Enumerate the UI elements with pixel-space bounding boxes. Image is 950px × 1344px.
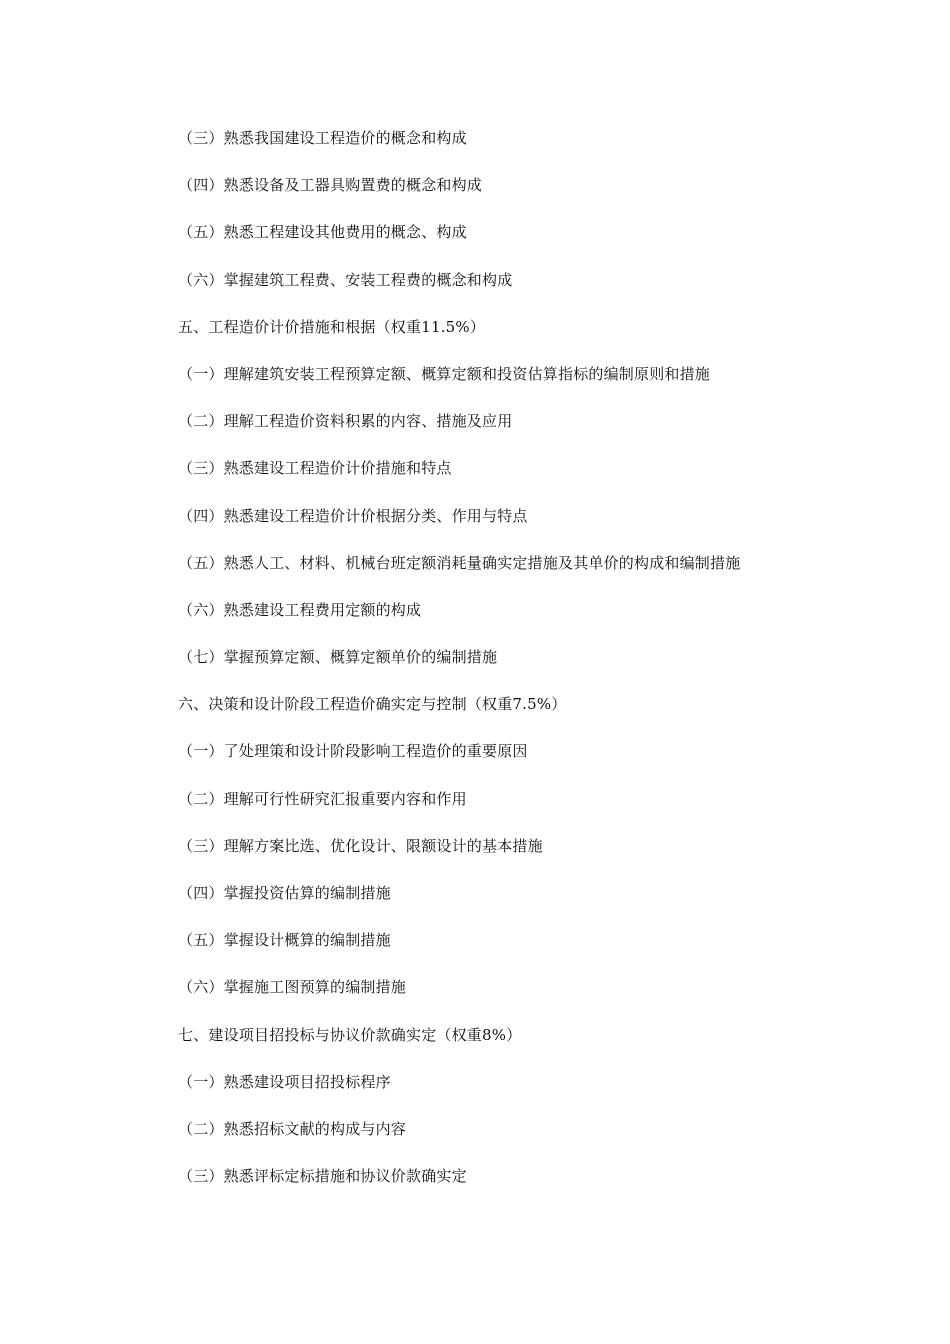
section-heading: 六、决策和设计阶段工程造价确实定与控制（权重7.5%）: [178, 695, 567, 714]
section-heading: 七、建设项目招投标与协议价款确实定（权重8%）: [178, 1025, 522, 1044]
outline-item: （四）熟悉设备及工器具购置费的概念和构成: [178, 176, 483, 195]
outline-item: （二）理解工程造价资料积累的内容、措施及应用: [178, 412, 513, 431]
outline-item: （三）熟悉建设工程造价计价措施和特点: [178, 459, 452, 478]
outline-item: （一）熟悉建设项目招投标程序: [178, 1072, 391, 1091]
outline-item: （一）了处理策和设计阶段影响工程造价的重要原因: [178, 742, 528, 761]
outline-item: （六）掌握建筑工程费、安装工程费的概念和构成: [178, 270, 513, 289]
outline-item: （二）理解可行性研究汇报重要内容和作用: [178, 789, 467, 808]
outline-item: （三）理解方案比选、优化设计、限额设计的基本措施: [178, 836, 543, 855]
outline-item: （一）理解建筑安装工程预算定额、概算定额和投资估算指标的编制原则和措施: [178, 364, 711, 383]
outline-item: （四）熟悉建设工程造价计价根据分类、作用与特点: [178, 506, 528, 525]
outline-list: [0, 126, 950, 1211]
outline-item: （四）掌握投资估算的编制措施: [178, 884, 391, 902]
outline-item: （七）掌握预算定额、概算定额单价的编制措施: [178, 648, 498, 667]
outline-item: （六）掌握施工图预算的编制措施: [178, 978, 407, 997]
outline-item: （三）熟悉评标定标措施和协议价款确实定: [178, 1167, 467, 1186]
outline-item: （五）掌握设计概算的编制措施: [178, 931, 391, 950]
outline-item: （五）熟悉工程建设其他费用的概念、构成: [178, 223, 467, 242]
outline-item: （二）熟悉招标文献的构成与内容: [178, 1119, 407, 1138]
outline-item: （三）熟悉我国建设工程造价的概念和构成: [178, 129, 467, 147]
outline-item: （六）熟悉建设工程费用定额的构成: [178, 600, 422, 619]
section-heading: 五、工程造价计价措施和根据（权重11.5%）: [178, 317, 486, 336]
outline-item: （五）熟悉人工、材料、机械台班定额消耗量确实定措施及其单价的构成和编制措施: [178, 553, 741, 572]
